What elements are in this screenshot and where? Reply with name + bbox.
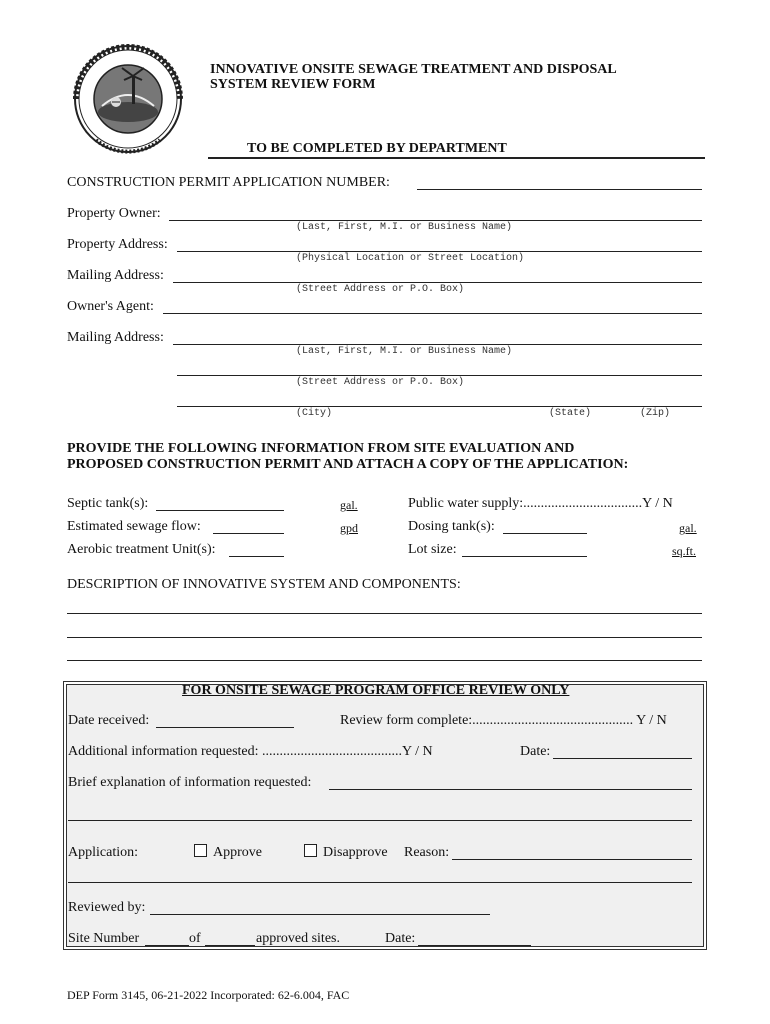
total-sites-field[interactable] xyxy=(205,945,255,946)
form-title-line1: INNOVATIVE ONSITE SEWAGE TREATMENT AND DISPOSAL xyxy=(210,62,617,77)
department-heading-rule xyxy=(208,157,705,159)
disapprove-label: Disapprove xyxy=(323,845,388,860)
form-title-line2: SYSTEM REVIEW FORM xyxy=(210,77,376,92)
application-label: Application: xyxy=(68,845,138,860)
septic-tank-unit: gal. xyxy=(340,498,358,512)
state-seal xyxy=(72,44,184,154)
date-received-field[interactable] xyxy=(156,727,294,728)
mailing-address-field[interactable] xyxy=(173,282,702,283)
mailing-address-label: Mailing Address: xyxy=(67,268,164,283)
agent-name-field[interactable] xyxy=(173,344,702,345)
city-hint: (City) xyxy=(296,408,333,419)
sewage-flow-unit: gpd xyxy=(340,521,358,535)
reason-field[interactable] xyxy=(452,859,692,860)
disapprove-option[interactable] xyxy=(304,844,388,861)
approve-option[interactable] xyxy=(194,844,262,861)
approve-label: Approve xyxy=(213,845,262,860)
final-date-label: Date: xyxy=(385,931,416,946)
approved-sites-label: approved sites. xyxy=(256,931,340,946)
reason-label: Reason: xyxy=(404,845,450,860)
sewage-flow-label: Estimated sewage flow: xyxy=(67,519,201,534)
site-number-field[interactable] xyxy=(145,945,189,946)
agent-street-hint: (Street Address or P.O. Box) xyxy=(296,377,465,388)
permit-number-label: CONSTRUCTION PERMIT APPLICATION NUMBER: xyxy=(67,175,390,190)
department-heading: TO BE COMPLETED BY DEPARTMENT xyxy=(247,141,507,156)
lot-size-label: Lot size: xyxy=(408,542,457,557)
reviewed-by-label: Reviewed by: xyxy=(68,900,146,915)
mailing-address-hint: (Street Address or P.O. Box) xyxy=(296,284,465,295)
property-address-label: Property Address: xyxy=(67,237,168,252)
agent-street-field[interactable] xyxy=(177,375,702,376)
agent-city-state-zip-field[interactable] xyxy=(177,406,702,407)
dosing-tank-label: Dosing tank(s): xyxy=(408,519,495,534)
property-owner-hint: (Last, First, M.I. or Business Name) xyxy=(296,222,513,233)
aerobic-unit-label: Aerobic treatment Unit(s): xyxy=(67,542,216,557)
description-line-3[interactable] xyxy=(67,660,702,661)
approve-checkbox[interactable] xyxy=(194,844,207,857)
form-footer: DEP Form 3145, 06-21-2022 Incorporated: 62-6.004, FAC xyxy=(67,988,350,1002)
lot-size-field[interactable] xyxy=(462,556,587,557)
brief-explanation-field[interactable] xyxy=(329,789,692,790)
property-owner-field[interactable] xyxy=(169,220,702,221)
dosing-tank-field[interactable] xyxy=(503,533,587,534)
brief-explanation-label: Brief explanation of information requested: xyxy=(68,775,312,790)
zip-hint: (Zip) xyxy=(640,408,671,419)
lot-size-unit: sq.ft. xyxy=(672,544,696,558)
additional-info-date-field[interactable] xyxy=(553,758,692,759)
date-received-label: Date received: xyxy=(68,713,150,728)
property-owner-label: Property Owner: xyxy=(67,206,161,221)
agent-name-hint: (Last, First, M.I. or Business Name) xyxy=(296,346,513,357)
additional-info-label: Additional information requested: ........................................Y / N xyxy=(68,744,433,759)
permit-number-field[interactable] xyxy=(417,189,702,190)
review-complete-label: Review form complete:.............................................. Y / N xyxy=(340,713,667,728)
site-info-heading-line2: PROPOSED CONSTRUCTION PERMIT AND ATTACH A COPY OF THE APPLICATION: xyxy=(67,457,629,472)
reason-line-2[interactable] xyxy=(68,882,692,883)
agent-mailing-label: Mailing Address: xyxy=(67,330,164,345)
owners-agent-label: Owner's Agent: xyxy=(67,299,154,314)
septic-tank-label: Septic tank(s): xyxy=(67,496,149,511)
sewage-flow-field[interactable] xyxy=(213,533,284,534)
public-water-label: Public water supply:..................................Y / N xyxy=(408,496,673,511)
disapprove-checkbox[interactable] xyxy=(304,844,317,857)
office-review-heading: FOR ONSITE SEWAGE PROGRAM OFFICE REVIEW ONLY xyxy=(182,683,570,698)
dosing-tank-unit: gal. xyxy=(679,521,697,535)
final-date-field[interactable] xyxy=(418,945,531,946)
description-label: DESCRIPTION OF INNOVATIVE SYSTEM AND COMPONENTS: xyxy=(67,577,461,592)
property-address-field[interactable] xyxy=(177,251,702,252)
description-line-2[interactable] xyxy=(67,637,702,638)
description-line-1[interactable] xyxy=(67,613,702,614)
owners-agent-field[interactable] xyxy=(163,313,702,314)
state-hint: (State) xyxy=(549,408,592,419)
property-address-hint: (Physical Location or Street Location) xyxy=(296,253,525,264)
septic-tank-field[interactable] xyxy=(156,510,284,511)
reviewed-by-field[interactable] xyxy=(150,914,490,915)
additional-info-date-label: Date: xyxy=(520,744,551,759)
brief-explanation-line-2[interactable] xyxy=(68,820,692,821)
of-label: of xyxy=(189,931,201,946)
site-info-heading-line1: PROVIDE THE FOLLOWING INFORMATION FROM SITE EVALUATION AND xyxy=(67,441,575,456)
aerobic-unit-field[interactable] xyxy=(229,556,284,557)
site-number-label: Site Number xyxy=(68,931,140,946)
